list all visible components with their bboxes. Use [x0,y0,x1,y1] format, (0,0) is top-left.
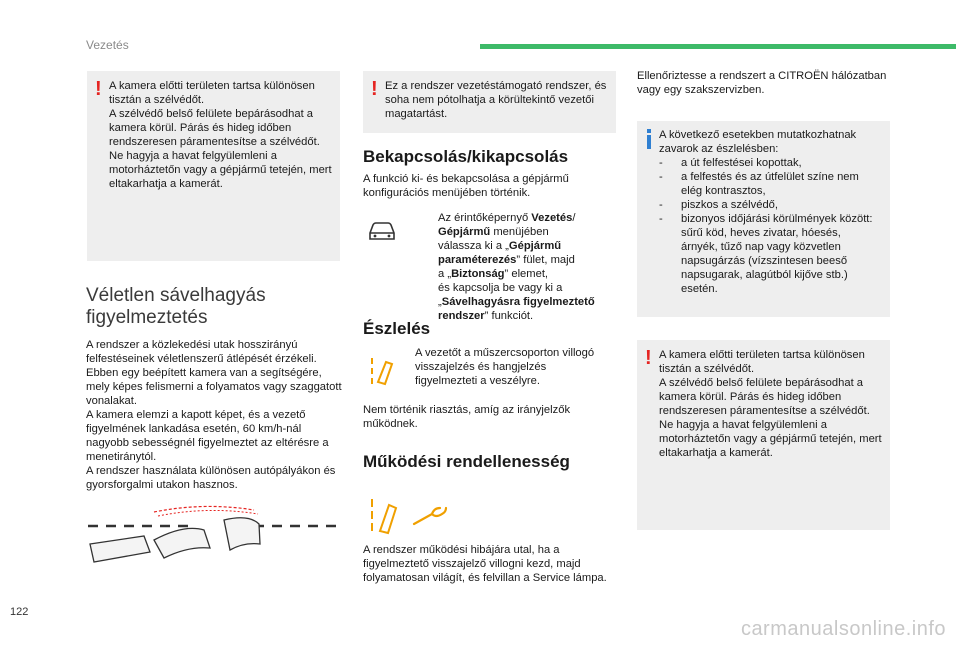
warning-box-assist [363,71,616,133]
info-icon [647,135,651,149]
step-emphasis: Gépjármű [438,226,491,238]
warning-text: Ez a rendszer vezetéstámogató rendszer, és soha nem pótolhatja a körültekintő vezetői magatartást. [385,80,607,120]
section-title-on-off: Bekapcsolás/kikapcsolás [363,147,569,166]
list-item: - bizonyos időjárási körülmények között: sűrű köd, heves zivatar, hóesés, árnyék, tűző nap vagy közvetlen napsugárzás (vízszintesen beeső napsugarak, alagútból kijőve stb.) esetén. [659,213,873,295]
car-settings-icon [366,219,398,243]
step-text-part: Az érintőképernyő [438,212,532,224]
lane-departure-body: A rendszer a közlekedési utak hosszirányú felfestéseinek véletlenszerű átlépését érzékeli. Ebben egy beépített kamera van a segítségére, mely képes felismerni a folyamatos vagy szaggatott vonalakat. A kamera elemzi a kapott képet, és a vezető figyelmének lankadása esetén, 60 km/h-nál nagyobb sebességnél figyelmeztet az eltérésre a menetiránytól. A rendszer használata különösen autópályákon és gyorsforgalmi utakon hasznos. [86,339,342,491]
section-title-detection: Észlelés [363,319,431,338]
header-accent-bar [480,44,956,49]
on-off-body: A funkció ki- és bekapcsolása a gépjármű konfigurációs menüjében történik. [363,173,569,199]
warning-box-camera-right [637,340,890,530]
section-title-malfunction: Működési rendellenesség [363,452,570,471]
section-title-lane-departure: Véletlen sávelhagyás figyelmeztetés [86,285,266,328]
step-emphasis: Vezetés [531,212,573,224]
step-text-part: / [572,212,576,224]
detection-note: Nem történik riasztás, amíg az irányjelzők működnek. [363,404,571,430]
step-text-part: ” elemet, és kapcsolja be vagy ki a „ [438,268,563,308]
warning-box-camera [87,71,340,261]
info-list [659,156,887,296]
step-text-part: ” fület, majd a „ [438,254,575,280]
step-emphasis: Sávelhagyásra figyelmeztető rendszer [438,296,595,322]
list-item: - a felfestés és az útfelület színe nem elég kontrasztos, [659,171,859,197]
section-label: Vezetés [86,38,129,52]
lane-warning-icon [368,497,400,535]
on-off-step [438,211,618,323]
step-text-part: ” funkciót. [484,310,534,322]
lane-warning-icon [368,356,396,386]
malfunction-body: A rendszer működési hibájára utal, ha a figyelmeztető visszajelző villogni kezd, majd folyamatosan világít, és felvillan a Service lámpa. [363,544,607,584]
service-check-text: Ellenőriztesse a rendszert a CITROËN hálózatban vagy egy szakszervizben. [637,70,887,96]
lane-departure-illustration [84,500,346,572]
info-box-detection-issues [637,121,890,317]
warning-text: A kamera előtti területen tartsa különösen tisztán a szélvédőt. A szélvédő belső felülete bepárásodhat a kamera körül. Párás és hideg időben rendszeresen páramentesítse a szélvédőt. Ne hagyja a havat felgyülemleni a motorháztetőn vagy a gépjármű tetején, mert eltakarhatja a kamerát. [659,349,882,459]
service-wrench-icon [410,506,450,530]
warning-icon: ! [371,78,378,100]
warning-text: A kamera előtti területen tartsa különösen tisztán a szélvédőt. A szélvédő belső felülete bepárásodhat a kamera körül. Párás és hideg időben rendszeresen páramentesítse a szélvédőt. Ne hagyja a havat felgyülemleni a motorháztetőn vagy a gépjármű tetején, mert eltakarhatja a kamerát. [109,80,332,190]
step-emphasis: Gépjármű paraméterezés [438,240,562,266]
list-item: - piszkos a szélvédő, [659,199,779,211]
step-emphasis: Biztonság [451,268,505,280]
list-item: - a út felfestései kopottak, [659,157,802,169]
info-intro: A következő esetekben mutatkozhatnak zavarok az észlelésben: [659,129,857,155]
warning-icon: ! [95,78,102,100]
step-text-part: menüjében válassza ki a „ [438,226,549,252]
page-number: 122 [10,606,29,618]
detection-body: A vezetőt a műszercsoporton villogó visszajelzés és hangjelzés figyelmezteti a veszélyre. [415,347,595,387]
watermark: carmanualsonline.info [740,618,946,640]
warning-icon: ! [645,347,652,369]
car-shape [90,518,260,562]
